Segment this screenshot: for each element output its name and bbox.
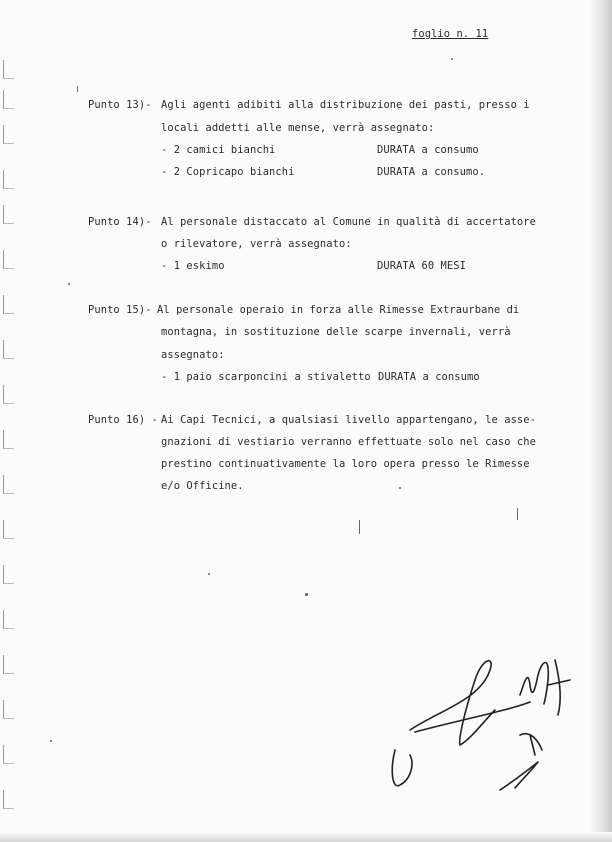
item-text-line: Al personale operaio in forza alle Rimesse Extraurbane di bbox=[157, 304, 520, 316]
item-label: Punto 16) - bbox=[88, 414, 158, 426]
item-text-line: Al personale distaccato al Comune in qualità di accertatore bbox=[161, 216, 536, 228]
assignment-duration: DURATA a consumo. bbox=[377, 166, 486, 178]
item-text-line: prestino continuativamente la loro opera presso le Rimesse bbox=[161, 458, 530, 470]
assignment-duration: DURATA a consumo bbox=[377, 144, 479, 156]
item-label: Punto 15)- bbox=[88, 304, 152, 316]
item-text-line: montagna, in sostituzione delle scarpe invernali, verrà bbox=[161, 326, 511, 338]
assignment-duration: DURATA a consumo bbox=[378, 371, 480, 383]
item-text-line: Agli agenti adibiti alla distribuzione dei pasti, presso i bbox=[161, 99, 530, 111]
item-text-line: locali addetti alle mense, verrà assegnato: bbox=[161, 122, 435, 134]
binder-edge bbox=[0, 0, 16, 842]
item-text-line: gnazioni di vestiario verranno effettuate solo nel caso che bbox=[161, 436, 536, 448]
assignment-item: - 2 camici bianchi bbox=[161, 144, 276, 156]
item-text-line: assegnato: bbox=[161, 349, 225, 361]
page-number: foglio n. 11 bbox=[412, 28, 489, 40]
item-label: Punto 13)- bbox=[88, 99, 152, 111]
item-text-line: e/o Officine. bbox=[161, 480, 244, 492]
item-text-line: Ai Capi Tecnici, a qualsiasi livello appartengano, le asse- bbox=[161, 414, 536, 426]
page-right-edge-shadow bbox=[590, 0, 612, 842]
page-bottom-edge-shadow bbox=[0, 832, 612, 842]
item-label: Punto 14)- bbox=[88, 216, 152, 228]
assignment-item: - 2 Copricapo bianchi bbox=[161, 166, 295, 178]
assignment-item: - 1 eskimo bbox=[161, 260, 225, 272]
assignment-item: - 1 paio scarponcini a stivaletto bbox=[161, 371, 371, 383]
assignment-duration: DURATA 60 MESI bbox=[377, 260, 466, 272]
handwritten-signatures bbox=[370, 640, 580, 810]
item-text-line: o rilevatore, verrà assegnato: bbox=[161, 238, 352, 250]
